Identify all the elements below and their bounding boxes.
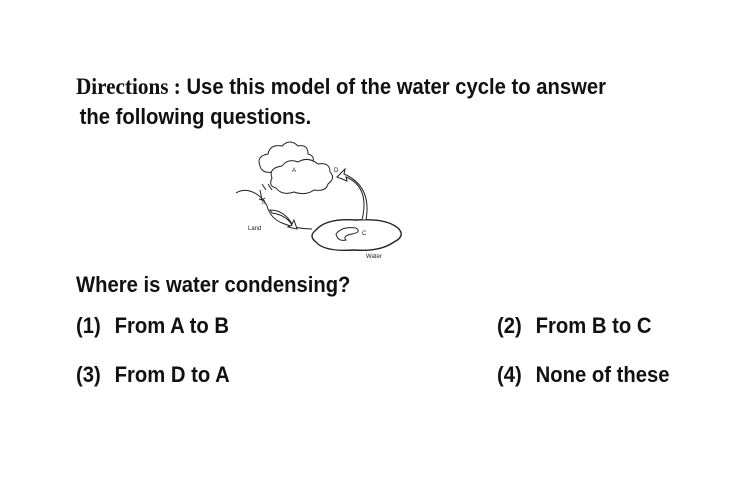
option-number: (3) xyxy=(76,362,101,387)
land-outline xyxy=(236,190,312,229)
option-text: From D to A xyxy=(114,362,230,387)
label-land: Land xyxy=(248,226,262,232)
option-number: (4) xyxy=(497,362,522,387)
water-cycle-diagram xyxy=(232,138,412,263)
evaporation-arrow xyxy=(337,169,367,220)
option-number: (1) xyxy=(76,313,101,338)
option-text: None of these xyxy=(535,362,670,387)
directions-text-line-2: the following questions. xyxy=(79,104,312,129)
question-text: Where is water condensing? xyxy=(76,272,351,297)
option-4[interactable] xyxy=(497,362,669,388)
option-2[interactable] xyxy=(497,313,651,339)
rain-lines xyxy=(262,184,272,190)
directions-text xyxy=(76,72,628,132)
option-number: (2) xyxy=(497,313,522,338)
label-b: B xyxy=(262,200,266,206)
label-a: A xyxy=(292,168,297,174)
label-d: D xyxy=(334,168,339,174)
arrow-down-b xyxy=(259,190,265,200)
directions-label: Directions : xyxy=(76,74,181,99)
option-1[interactable] xyxy=(76,313,229,339)
option-text: From A to B xyxy=(114,313,229,338)
label-water: Water xyxy=(366,254,382,260)
label-c: C xyxy=(362,231,367,237)
runoff-arrow xyxy=(270,210,297,229)
option-text: From B to C xyxy=(535,313,652,338)
directions-line-1 xyxy=(76,72,628,102)
directions-text-line-1: Use this model of the water cycle to answer xyxy=(186,74,606,99)
water-body xyxy=(312,220,401,251)
option-3[interactable] xyxy=(76,362,230,388)
